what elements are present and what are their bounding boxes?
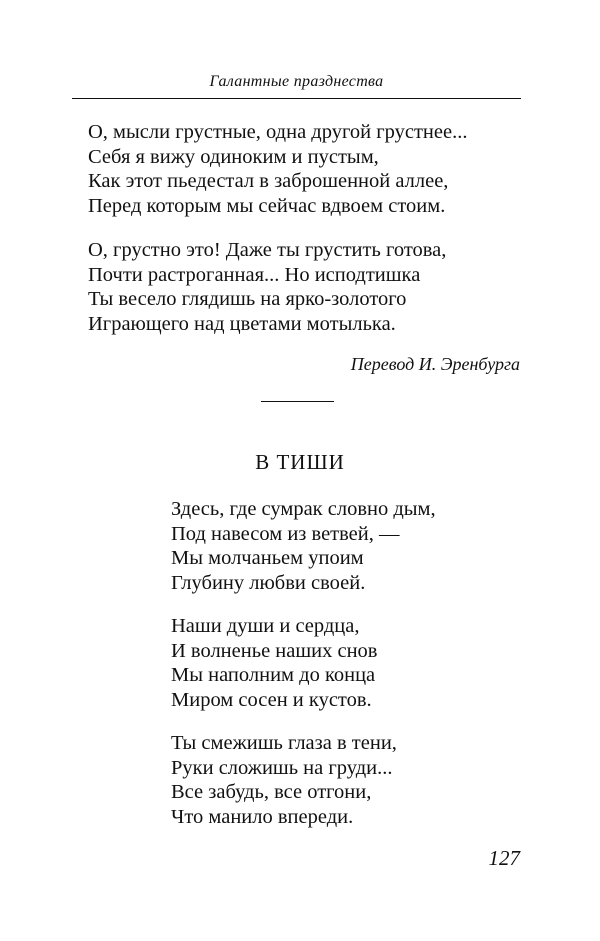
stanza-1 bbox=[88, 120, 467, 218]
stanza-3 bbox=[171, 497, 436, 595]
poem-line: О, мысли грустные, одна другой грустнее... bbox=[88, 121, 468, 143]
poem-line: Все забудь, все отгони, bbox=[171, 781, 372, 803]
section-separator bbox=[261, 401, 334, 402]
stanza-5 bbox=[171, 731, 397, 829]
stanza-2 bbox=[88, 238, 446, 336]
page-number: 127 bbox=[488, 846, 520, 870]
poem-line: Руки сложишь на груди... bbox=[171, 756, 393, 779]
poem-line: Под навесом из ветвей, — bbox=[171, 522, 400, 545]
poem-line: Как этот пьедестал в заброшенной аллее, bbox=[88, 170, 449, 192]
header-rule bbox=[72, 98, 521, 99]
poem-line: Наши души и сердца, bbox=[171, 615, 360, 637]
poem-line: Почти растроганная... Но исподтишка bbox=[88, 263, 421, 286]
poem-title: В ТИШИ bbox=[255, 450, 345, 474]
running-head: Галантные празднества bbox=[209, 73, 384, 90]
translator-credit: Перевод И. Эренбурга bbox=[350, 354, 520, 374]
poem-line: Играющего над цветами мотылька. bbox=[88, 312, 396, 335]
poem-line: Миром сосен и кустов. bbox=[171, 688, 372, 711]
poem-line: О, грустно это! Даже ты грустить готова, bbox=[88, 239, 447, 261]
poem-line: Ты смежишь глаза в тени, bbox=[171, 732, 397, 754]
poem-line: Себя я вижу одиноким и пустым, bbox=[88, 145, 379, 168]
poem-line: Мы молчаньем упоим bbox=[171, 547, 364, 569]
poem-line: Мы наполним до конца bbox=[171, 664, 376, 686]
poem-line: Глубину любви своей. bbox=[171, 571, 366, 594]
poem-line: Ты весело глядишь на ярко-золотого bbox=[88, 288, 407, 310]
poem-line: И волненье наших снов bbox=[171, 639, 378, 662]
poem-line: Что манило впереди. bbox=[171, 805, 354, 828]
poem-line: Перед которым мы сейчас вдвоем стоим. bbox=[88, 194, 446, 217]
stanza-4 bbox=[171, 614, 378, 712]
poem-line: Здесь, где сумрак словно дым, bbox=[171, 498, 436, 520]
